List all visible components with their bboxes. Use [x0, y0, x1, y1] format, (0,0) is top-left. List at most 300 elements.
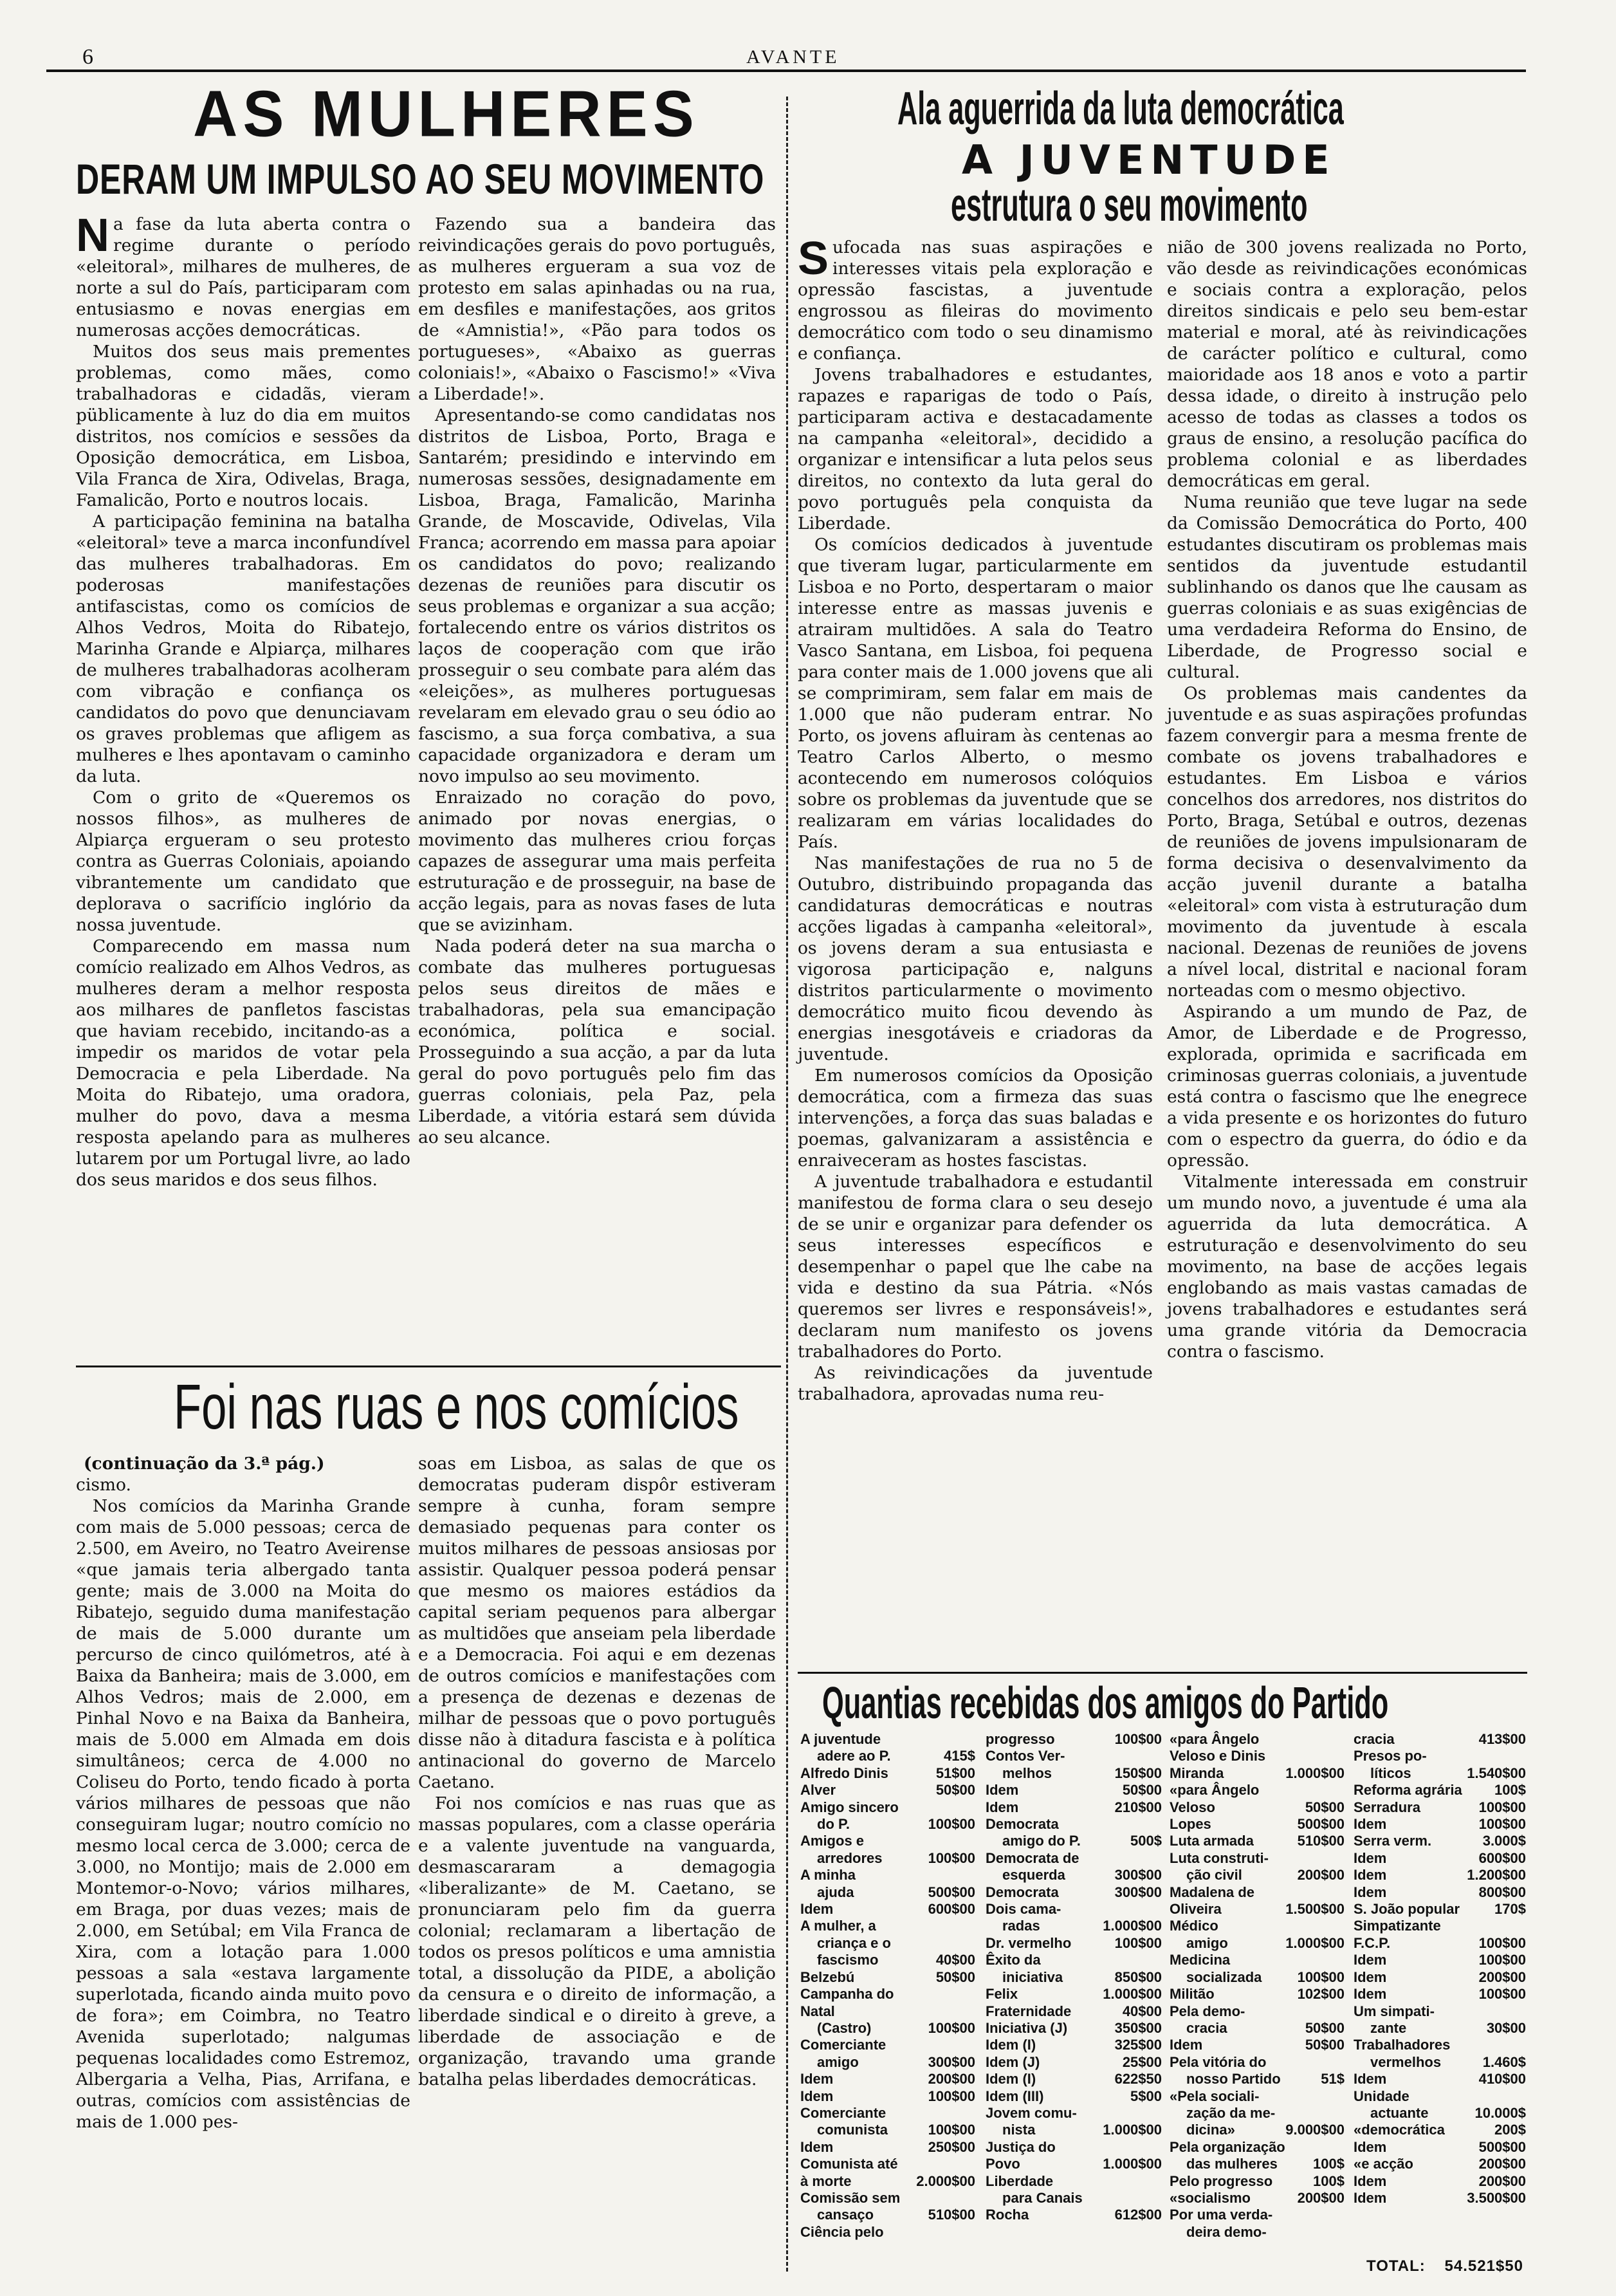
- donor-name: Idem: [1354, 2172, 1387, 2189]
- donor-name: Êxito da: [986, 1952, 1041, 1968]
- donor-name: Idem: [800, 2071, 834, 2088]
- donation-amount: 350$00: [1114, 2019, 1162, 2036]
- donation-row: [1170, 1833, 1345, 1849]
- donation-amount: 50$00: [935, 1782, 975, 1799]
- paragraph: Comparecendo em massa num comício realizado em Alhos Vedros, as mulheres deram a melhor resposta aos milhares de panfletos fascistas que haviam recebido, incitando-as a impedir os maridos de votar pela Democracia e pela Liberdade. Na Moita do Ribatejo, uma oradora, mulher do povo, dava a mesma resposta apelando para as mulheres lutarem por um Portugal livre, ao lado dos seus maridos e dos seus filhos.: [76, 936, 410, 1190]
- donation-amount: 500$00: [1478, 2138, 1526, 2155]
- donation-amount: 100$00: [1478, 1816, 1526, 1833]
- donation-row: [800, 2020, 975, 2037]
- donation-row: [986, 1850, 1162, 1867]
- donation-row: [1170, 2190, 1345, 2207]
- donor-name: Idem (III): [986, 2088, 1044, 2104]
- continuation-note: (continuação da 3.ª pág.): [84, 1454, 325, 1474]
- donor-name: Amigos e: [800, 1833, 865, 1849]
- donor-name: Contos Ver-: [986, 1748, 1065, 1764]
- donation-amount: 5$00: [1130, 2088, 1162, 2104]
- donor-name: Idem: [986, 1799, 1019, 1815]
- subheadline-mulheres: DERAM UM IMPULSO AO SEU MOVIMENTO: [76, 155, 765, 203]
- donation-row: [800, 2003, 975, 2020]
- donation-row: [986, 1952, 1162, 1968]
- donation-amount: 1.500$00: [1285, 1901, 1345, 1918]
- donation-row: [986, 1765, 1162, 1782]
- donor-name: Rocha: [986, 2207, 1029, 2223]
- headline-as-mulheres: AS MULHERES: [193, 78, 699, 151]
- donor-name: Militão: [1170, 1986, 1215, 2003]
- donation-amount: [1339, 1731, 1345, 1748]
- donor-name: (Castro): [817, 2019, 872, 2036]
- donation-amount: [1157, 1952, 1162, 1968]
- donation-amount: 1.000$00: [1103, 2122, 1162, 2138]
- donation-amount: 1.000$00: [1285, 1764, 1345, 1781]
- donor-name: Idem (I): [986, 2071, 1036, 2088]
- donation-row: [1170, 2207, 1345, 2223]
- donor-name: zante: [1370, 2019, 1407, 2036]
- donation-row: [800, 1782, 975, 1799]
- donor-name: cansaço: [817, 2207, 874, 2223]
- donation-row: [1354, 1952, 1526, 1968]
- donation-amount: [1521, 1748, 1526, 1764]
- donation-amount: 50$00: [935, 1968, 975, 1985]
- donation-row: [800, 1799, 975, 1816]
- donor-name: Idem: [1354, 1968, 1387, 1985]
- donation-amount: 500$00: [1297, 1816, 1345, 1833]
- donation-amount: 25$00: [1122, 2053, 1162, 2070]
- donation-amount: 325$00: [1114, 2037, 1162, 2053]
- donor-name: Idem: [986, 1782, 1019, 1799]
- donation-row: [800, 1969, 975, 1986]
- donation-amount: [1339, 1884, 1345, 1901]
- donation-amount: 100$00: [928, 2122, 975, 2138]
- donation-amount: 300$00: [1114, 1867, 1162, 1884]
- donation-row: [986, 2139, 1162, 2156]
- donation-amount: [1157, 1748, 1162, 1764]
- donor-name: Oliveira: [1170, 1901, 1222, 1918]
- donation-row: [1354, 1731, 1526, 1748]
- donation-amount: 40$00: [935, 1952, 975, 1968]
- donation-row: [1354, 2190, 1526, 2207]
- donor-name: Idem: [1170, 2037, 1203, 2053]
- donor-name: «e acção: [1354, 2156, 1413, 2172]
- donation-row: [1170, 2224, 1345, 2241]
- donation-row: [986, 2122, 1162, 2138]
- column-divider: [786, 97, 788, 2272]
- donation-row: [986, 1901, 1162, 1918]
- donation-amount: 3.500$00: [1467, 2189, 1526, 2206]
- donation-row: [986, 1833, 1162, 1849]
- comicios-column-2: [418, 1453, 776, 2090]
- donor-name: Veloso e Dinis: [1170, 1748, 1266, 1764]
- donation-amount: 2.000$00: [916, 2172, 975, 2189]
- paragraph: Foi nos comícios e nas ruas que as massas populares, com a classe operária e a valente juventude na vanguarda, desmascararam a demagogia «liberalizante» de M. Caetano, se pronunciaram pelo fim da guerra colonial; reclamaram a libertação de todos os presos políticos e uma amnistia total, a dissolução da PIDE, a abolição da censura e o direito de informação, a liberdade sindical e o direito à greve, a liberdade de associação e de organização, travando uma grande batalha pelas liberdades democráticas.: [418, 1793, 776, 2089]
- donation-amount: 100$00: [928, 1816, 975, 1833]
- paragraph: a fase da luta aberta contra o regime durante o período «eleitoral», milhares de mulheres, de norte a sul do País, participaram com entusiasmo e novas energias em numerosas acções democráticas.: [76, 214, 410, 340]
- donation-row: [1354, 1969, 1526, 1986]
- paragraph: Numa reunião que teve lugar na sede da Comissão Democrática do Porto, 400 estudantes discutiram os problemas mais sentidos da juventude estudantil sublinhando os danos que lhe causam as guerras coloniais e as suas exigências de uma verdadeira Reforma do Ensino, de Liberdade, de Progresso social e cultural.: [1167, 492, 1527, 682]
- donation-row: [986, 2003, 1162, 2020]
- donation-amount: [970, 2037, 975, 2053]
- donation-amount: [1339, 1918, 1345, 1934]
- donation-row: [1354, 1748, 1526, 1764]
- donations-total: [1366, 2257, 1523, 2275]
- donation-row: [1354, 1799, 1526, 1816]
- paragraph: ufocada nas suas aspirações e interesses vitais pela exploração e opressão fascistas, a juventude engrossou as fileiras do movimento democrático com todo o seu dinamismo e confiança.: [798, 237, 1153, 364]
- donor-name: Lopes: [1170, 1816, 1211, 1833]
- donor-name: «para Ângelo: [1170, 1731, 1260, 1747]
- donor-name: esquerda: [1002, 1867, 1065, 1884]
- donation-row: [1170, 2020, 1345, 2037]
- paragraph: Nada poderá deter na sua marcha o combate das mulheres portuguesas pelos seus direitos de mães e trabalhadoras, pela sua emancipação económica, política e social. Prosseguindo a sua acção, a par da luta geral do povo português pelo fim das guerras coloniais, pela Paz, pela Liberdade, a vitória estará sem dúvida ao seu alcance.: [418, 936, 776, 1147]
- paragraph: Apresentando-se como candidatas nos distritos de Lisboa, Porto, Braga e Santarém; presidindo e intervindo em numerosas sessões, designadamente em Lisboa, Braga, Famalicão, Marinha Grande, de Moscavide, Odivelas, Vila Franca; acorrendo em massa para apoiar os candidatos do povo; realizando dezenas de reuniões para discutir os seus problemas e organizar a sua acção; fortalecendo entre os vários distritos os laços de cooperação com que irão prosseguir o seu combate para além das «eleições», as mulheres portuguesas revelaram em elevado grau o seu ódio ao fascismo, a sua força combativa, a sua capacidade organizadora e deram um novo impulso ao seu movimento.: [418, 405, 776, 786]
- donation-row: [986, 1748, 1162, 1764]
- donation-amount: 612$00: [1114, 2207, 1162, 2223]
- donation-row: [800, 1918, 975, 1934]
- donor-name: radas: [1002, 1918, 1040, 1934]
- donation-row: [986, 2020, 1162, 2037]
- paragraph: Vitalmente interessada em construir um mundo novo, a juventude é uma ala aguerrida da luta democrática. A estruturação e desenvolvimento do seu movimento, na base de acções legais englobando as mais vastas camadas de jovens trabalhadores e estudantes será uma grande vitória da Democracia contra o fascismo.: [1167, 1172, 1527, 1362]
- donor-name: criança e o: [817, 1934, 891, 1951]
- donation-row: [1170, 2088, 1345, 2105]
- donor-name: Pela demo-: [1170, 2003, 1245, 2019]
- juventude-column-1: [798, 233, 1153, 1405]
- donation-amount: 1.000$00: [1103, 1986, 1162, 2003]
- donor-name: S. João popular: [1354, 1901, 1460, 1918]
- donation-row: [800, 2156, 975, 2172]
- donor-name: Felix: [986, 1986, 1018, 2003]
- donation-row: [1354, 1918, 1526, 1934]
- donation-amount: 200$00: [1478, 1968, 1526, 1985]
- donation-amount: [1157, 2173, 1162, 2190]
- total-label: TOTAL:: [1366, 2257, 1426, 2275]
- donation-row: [800, 1765, 975, 1782]
- donation-amount: 850$00: [1114, 1968, 1162, 1985]
- donation-amount: 10.000$: [1474, 2104, 1526, 2121]
- paragraph: Jovens trabalhadores e estudantes, rapazes e raparigas de todo o País, participaram activa e destacadamente na campanha «eleitoral», decidido a organizar e intensificar a luta pelos seus direitos, no contexto da luta geral do povo português pela conquista da Liberdade.: [798, 365, 1153, 533]
- donation-row: [800, 1816, 975, 1833]
- masthead-rule: [46, 69, 1526, 72]
- donor-name: Madalena de: [1170, 1884, 1255, 1900]
- donation-amount: 200$00: [1478, 2172, 1526, 2189]
- donation-row: [800, 1986, 975, 2003]
- donation-amount: 100$00: [928, 1849, 975, 1866]
- donor-name: Simpatizante: [1354, 1918, 1441, 1934]
- donor-name: zação da me-: [1186, 2104, 1276, 2121]
- donor-name: Democrata: [986, 1884, 1059, 1900]
- donation-amount: [970, 2105, 975, 2122]
- donation-amount: 410$00: [1478, 2071, 1526, 2088]
- donor-name: Médico: [1170, 1918, 1218, 1934]
- donor-name: líticos: [1370, 1764, 1411, 1781]
- donation-row: [1170, 1935, 1345, 1952]
- donor-name: amigo: [1186, 1934, 1228, 1951]
- donation-row: [1170, 1765, 1345, 1782]
- donor-name: ajuda: [817, 1884, 854, 1900]
- donation-amount: 600$00: [1478, 1849, 1526, 1866]
- donor-name: Idem: [1354, 2138, 1387, 2155]
- donation-row: [1170, 1731, 1345, 1748]
- donation-amount: [1157, 2105, 1162, 2122]
- paragraph: Fazendo sua a bandeira das reivindicações gerais do povo português, as mulheres ergueram a sua voz de protesto em salas apinhadas ou na rua, em desfiles e manifestações, aos gritos de «Amnistia!», «Pão para todos os portugueses», «Abaixo as guerras coloniais!», «Abaixo o Fascismo!» «Viva a Liberdade!».: [418, 214, 776, 404]
- paragraph: Nas manifestações de rua no 5 de Outubro, distribuindo propaganda das candidaturas democráticas e noutras acções ligadas à campanha «eleitoral», os jovens deram a sua entusiasta e vigorosa participação e, nalguns distritos particularmente o movimento democrático muito ficou devendo às energias inesgotáveis e criadoras da juventude.: [798, 853, 1153, 1064]
- donor-name: socializada: [1186, 1968, 1262, 1985]
- donation-amount: 510$00: [1297, 1833, 1345, 1849]
- drop-cap: S: [798, 233, 829, 284]
- donation-amount: [970, 1935, 975, 1952]
- donation-row: [800, 2054, 975, 2071]
- donation-row: [800, 1867, 975, 1884]
- donor-name: nosso Partido: [1186, 2071, 1281, 2088]
- donation-row: [800, 2207, 975, 2223]
- donation-amount: [1521, 2003, 1526, 2020]
- paragraph: Nos comícios da Marinha Grande com mais de 5.000 pessoas; cerca de 2.500, em Aveiro, no Teatro Aveirense «que jamais teria albergado tanta gente; mais de 3.000 na Moita do Ribatejo, seguido duma manifestação de mais de 5.000 durante um percurso de cinco quilómetros, até à Baixa da Banheira; mais de 3.000, em Alhos Vedros; mais de 2.000, em Pinhal Novo e na Baixa da Banheira, mais de 5.000 em Almada em dois simultâneos; cerca de 4.000 no Coliseu do Porto, tendo ficado à porta vários milhares de pessoas que não conseguiram lugar; noutro comício no mesmo local cerca de 3.000; cerca de 3.000, no Montijo; mais de 2.000 em Montemor-o-Novo; vários milhares, em Braga, por duas vezes; mais de 2.000, em Setúbal; em Vila Franca de Xira, com a lotação para 1.000 pessoas a sala «estava largamente superlotada, ficando ainda muito povo de fora»; em Coimbra, no Teatro Avenida superlotado; nalgumas pequenas localidades como Estremoz, Albergaria a Velha, Pias, Arrifana, e outras, comícios com assistências de mais de 1.000 pes-: [76, 1496, 410, 2132]
- donation-row: [1354, 2105, 1526, 2122]
- donation-row: [1170, 2139, 1345, 2156]
- paragraph: Os problemas mais candentes da juventude e as suas aspirações profundas fazem convergir para a mesma frente de combate os jovens trabalhadores e estudantes. Em Lisboa e vários concelhos dos arredores, nos distritos do Porto, Braga, Setúbal e outros, dezenas de reuniões de jovens impulsionaram de forma decisiva o desenvalvimento da acção juvenil durante a batalha «eleitoral» com vista à estruturação dum movimento da juventude à escala nacional. Dezenas de reuniões de jovens a nível local, distrital e nacional foram norteadas com o mesmo objectivo.: [1167, 683, 1527, 1001]
- paragraph: A participação feminina na batalha «eleitoral» teve a marca inconfundível das mulheres trabalhadoras. Em poderosas manifestações antifascistas, como os comícios de Alhos Vedros, Moita do Ribatejo, Marinha Grande e Alpiarça, milhares de mulheres trabalhadoras acolheram com vibração e confiança os candidatos do povo que denunciavam os graves problemas que afligem as mulheres e lhes apontavam o caminho da luta.: [76, 512, 410, 786]
- donor-name: vermelhos: [1370, 2053, 1442, 2070]
- donor-name: «democrática: [1354, 2122, 1445, 2138]
- donation-row: [800, 1850, 975, 1867]
- donation-amount: 51$: [1321, 2071, 1345, 2088]
- donation-row: [1170, 1952, 1345, 1968]
- donor-name: A juventude: [800, 1731, 881, 1747]
- donation-amount: 150$00: [1114, 1764, 1162, 1781]
- donation-row: [1354, 1765, 1526, 1782]
- donor-name: Democrata de: [986, 1849, 1079, 1866]
- donation-row: [986, 2190, 1162, 2207]
- donation-amount: 200$: [1494, 2122, 1526, 2138]
- donation-amount: 30$00: [1486, 2019, 1526, 2036]
- donation-row: [1354, 2037, 1526, 2053]
- donation-row: [1170, 1918, 1345, 1934]
- donor-name: amigo do P.: [1002, 1833, 1081, 1849]
- donor-name: nista: [1002, 2122, 1036, 2138]
- donation-amount: 200$00: [1297, 1867, 1345, 1884]
- donation-row: [800, 2037, 975, 2053]
- donation-row: [1170, 2105, 1345, 2122]
- donor-name: das mulheres: [1186, 2156, 1278, 2172]
- drop-cap: N: [76, 210, 109, 261]
- donation-amount: [1157, 2139, 1162, 2156]
- donations-top-rule: [798, 1672, 1527, 1674]
- donation-amount: 100$00: [928, 2019, 975, 2036]
- paragraph: Em numerosos comícios da Oposição democrática, com a firmeza das suas intervenções, a força das suas baladas e poemas, galvanizaram a assistência e enraiveceram as hostes fascistas.: [798, 1066, 1153, 1171]
- donation-amount: 100$00: [1114, 1731, 1162, 1747]
- donor-name: dicina»: [1186, 2122, 1235, 2138]
- donation-row: [1170, 1850, 1345, 1867]
- donation-row: [1354, 2071, 1526, 2088]
- donation-amount: 100$00: [1297, 1968, 1345, 1985]
- donor-name: deira demo-: [1186, 2223, 1267, 2240]
- donor-name: Pela organização: [1170, 2138, 1285, 2155]
- donation-row: [1170, 2156, 1345, 2172]
- donor-name: «socialismo: [1170, 2189, 1251, 2206]
- donation-row: [986, 1935, 1162, 1952]
- donation-amount: [970, 1867, 975, 1884]
- headline-foi-nas-ruas: Foi nas ruas e nos comícios: [174, 1371, 739, 1442]
- donor-name: Fraternidade: [986, 2003, 1072, 2019]
- donor-name: Pelo progresso: [1170, 2172, 1273, 2189]
- donation-row: [986, 1884, 1162, 1901]
- donation-row: [1354, 2003, 1526, 2020]
- donation-row: [800, 1935, 975, 1952]
- subheadline-juventude: estrutura o seu movimento: [951, 180, 1308, 231]
- donor-name: iniciativa: [1002, 1968, 1063, 1985]
- headline-a-juventude: A JUVENTUDE: [962, 136, 1336, 183]
- donor-name: do P.: [817, 1816, 850, 1833]
- donation-amount: 800$00: [1478, 1884, 1526, 1900]
- donation-row: [1354, 2054, 1526, 2071]
- donor-name: progresso: [986, 1731, 1055, 1747]
- donor-name: F.C.P.: [1354, 1934, 1391, 1951]
- donation-amount: 100$00: [1478, 1934, 1526, 1951]
- donation-amount: 1.000$00: [1285, 1934, 1345, 1951]
- donation-amount: 3.000$: [1482, 1833, 1526, 1849]
- donation-row: [800, 1748, 975, 1764]
- donation-row: [800, 2173, 975, 2190]
- donation-amount: 1.540$00: [1467, 1764, 1526, 1781]
- donor-name: Comerciante: [800, 2037, 886, 2053]
- donation-amount: 1.200$00: [1467, 1867, 1526, 1884]
- donation-row: [986, 1799, 1162, 1816]
- donation-amount: [1339, 2139, 1345, 2156]
- donation-row: [1170, 1901, 1345, 1918]
- donor-name: Pela vitória do: [1170, 2053, 1267, 2070]
- donation-row: [986, 2207, 1162, 2223]
- donor-name: Alfredo Dinis: [800, 1764, 888, 1781]
- donor-name: Luta armada: [1170, 1833, 1254, 1849]
- total-value: 54.521$50: [1444, 2257, 1523, 2275]
- donor-name: para Canais: [1002, 2189, 1083, 2206]
- donation-amount: [1339, 2054, 1345, 2071]
- donation-amount: 210$00: [1114, 1799, 1162, 1815]
- donation-amount: 51$00: [935, 1764, 975, 1781]
- paragraph: As reivindicações da juventude trabalhadora, aprovadas numa reu-: [798, 1363, 1153, 1404]
- donation-amount: [1157, 1816, 1162, 1833]
- donation-amount: [1157, 1901, 1162, 1918]
- donation-amount: 100$: [1494, 1782, 1526, 1799]
- donor-name: Dois cama-: [986, 1901, 1061, 1918]
- donation-row: [1170, 2122, 1345, 2138]
- mulheres-column-1: [76, 210, 410, 1190]
- donations-column-3: [1170, 1731, 1345, 2241]
- donation-amount: 100$: [1313, 2156, 1345, 2172]
- donation-row: [800, 1731, 975, 1748]
- donation-row: [800, 2105, 975, 2122]
- page-number: 6: [82, 45, 93, 69]
- donation-row: [1354, 1884, 1526, 1901]
- donor-name: Idem: [1354, 1986, 1387, 2003]
- section-divider: [76, 1366, 781, 1367]
- donation-amount: 510$00: [928, 2207, 975, 2223]
- donor-name: ção civil: [1186, 1867, 1242, 1884]
- donation-row: [1354, 2020, 1526, 2037]
- donation-row: [986, 2105, 1162, 2122]
- donor-name: Idem: [1354, 1952, 1387, 1968]
- donation-row: [1354, 1782, 1526, 1799]
- donor-name: Comissão sem: [800, 2189, 901, 2206]
- donation-row: [800, 1833, 975, 1849]
- donation-amount: [1521, 2088, 1526, 2105]
- donor-name: Serradura: [1354, 1799, 1420, 1815]
- paragraph: Aspirando a um mundo de Paz, de Amor, de Liberdade e de Progresso, explorada, oprimida e sacrificada em criminosas guerras coloniais, a juventude está contra o fascismo que lhe enegrece a vida presente e os horizontes do futuro com o espectro da guerra, do ódio e da opressão.: [1167, 1002, 1527, 1171]
- donor-name: «Pela sociali-: [1170, 2088, 1260, 2104]
- donor-name: Idem (J): [986, 2053, 1040, 2070]
- donation-amount: 100$00: [1478, 1952, 1526, 1968]
- donation-amount: [970, 1986, 975, 2003]
- donor-name: Presos po-: [1354, 1748, 1427, 1764]
- donation-row: [800, 2139, 975, 2156]
- paragraph: nião de 300 jovens realizada no Porto, vão desde as reivindicações económicas e sociais contra a exploração, pelos direitos sindicais e pelo seu bem-estar material e moral, até às reivindicações de carácter político e cultural, como maioridade aos 18 anos e voto a partir dessa idade, o direito à instrução pelo acesso de todas as classes a todos os graus de ensino, a resolução pacífica do problema colonial e as liberdades democráticas em geral.: [1167, 237, 1527, 491]
- donation-amount: 500$00: [928, 1884, 975, 1900]
- donation-amount: [1521, 2037, 1526, 2053]
- donation-row: [1170, 1867, 1345, 1884]
- donor-name: amigo: [817, 2053, 859, 2070]
- donation-row: [986, 2156, 1162, 2172]
- donor-name: Comerciante: [800, 2104, 886, 2121]
- paragraph: Os comícios dedicados à juventude que tiveram lugar, particularmente em Lisboa e no Porto, despertaram o maior interesse entre as massas juvenis e atrairam multidões. A sala do Teatro Vasco Santana, em Lisboa, foi pequena para conter mais de 1.000 jovens que ali se comprimiram, sem falar em mais de 1.000 que não puderam entrar. No Porto, os jovens afluiram às centenas ao Teatro Carlos Alberto, o mesmo acontecendo em numerosos colóquios sobre os problemas da juventude que se realizaram em várias localidades do País.: [798, 535, 1153, 852]
- donation-amount: 40$00: [1122, 2003, 1162, 2019]
- donor-name: Idem: [800, 2088, 834, 2104]
- donation-row: [986, 1816, 1162, 1833]
- donor-name: adere ao P.: [817, 1748, 891, 1764]
- donor-name: Liberdade: [986, 2172, 1054, 2189]
- donation-row: [800, 1952, 975, 1968]
- donations-column-4: [1354, 1731, 1526, 2207]
- donation-amount: [1157, 2190, 1162, 2207]
- donation-row: [1170, 1748, 1345, 1764]
- donation-amount: 200$00: [928, 2071, 975, 2088]
- mulheres-column-2: [418, 214, 776, 1148]
- donation-amount: 9.000$00: [1285, 2122, 1345, 2138]
- donation-amount: [1521, 1918, 1526, 1934]
- donation-row: [1170, 1884, 1345, 1901]
- donation-row: [1170, 1969, 1345, 1986]
- donation-amount: 200$00: [1478, 2156, 1526, 2172]
- masthead: AVANTE: [746, 46, 840, 68]
- donation-row: [1354, 2088, 1526, 2105]
- donation-amount: 1.000$00: [1103, 2156, 1162, 2172]
- donation-amount: 102$00: [1297, 1986, 1345, 2003]
- donation-row: [1354, 1867, 1526, 1884]
- donations-column-1: [800, 1731, 975, 2241]
- donor-name: à morte: [800, 2172, 852, 2189]
- donation-amount: 600$00: [928, 1901, 975, 1918]
- donation-amount: [970, 1918, 975, 1934]
- donor-name: Amigo sincero: [800, 1799, 899, 1815]
- donation-row: [986, 1918, 1162, 1934]
- paragraph: Muitos dos seus mais prementes problemas, como mães, como trabalhadoras e cidadãs, vieram püblicamente à luz do dia em muitos distritos, nos comícios e sessões da Oposição democrática, em Lisboa, Vila Franca de Xira, Odivelas, Braga, Famalicão, Porto e noutros locais.: [76, 342, 410, 510]
- donor-name: Reforma agrária: [1354, 1782, 1462, 1799]
- juventude-column-2: [1167, 237, 1527, 1362]
- donation-row: [1170, 2071, 1345, 2088]
- donation-amount: 1.460$: [1482, 2053, 1526, 2070]
- donor-name: Dr. vermelho: [986, 1934, 1072, 1951]
- donation-amount: [1157, 1850, 1162, 1867]
- donor-name: fascismo: [817, 1952, 879, 1968]
- donor-name: Unidade: [1354, 2088, 1409, 2104]
- donation-row: [1354, 2122, 1526, 2138]
- donor-name: «para Ângelo: [1170, 1782, 1260, 1799]
- donation-amount: [1339, 2105, 1345, 2122]
- comicios-column-1: [76, 1453, 410, 2133]
- donation-row: [1354, 1901, 1526, 1918]
- donation-row: [1354, 2139, 1526, 2156]
- donor-name: Povo: [986, 2156, 1020, 2172]
- donations-column-2: [986, 1731, 1162, 2224]
- donation-row: [1170, 1799, 1345, 1816]
- donor-name: arredores: [817, 1849, 883, 1866]
- paragraph: A juventude trabalhadora e estudantil manifestou de forma clara o seu desejo de se unir e organizar para defender os seus interesses específicos e desempenhar o papel que lhe cabe na vida e destino da sua Pátria. «Nós queremos ser livres e responsáveis!», declaram num manifesto os jovens trabalhadores do Porto.: [798, 1172, 1153, 1362]
